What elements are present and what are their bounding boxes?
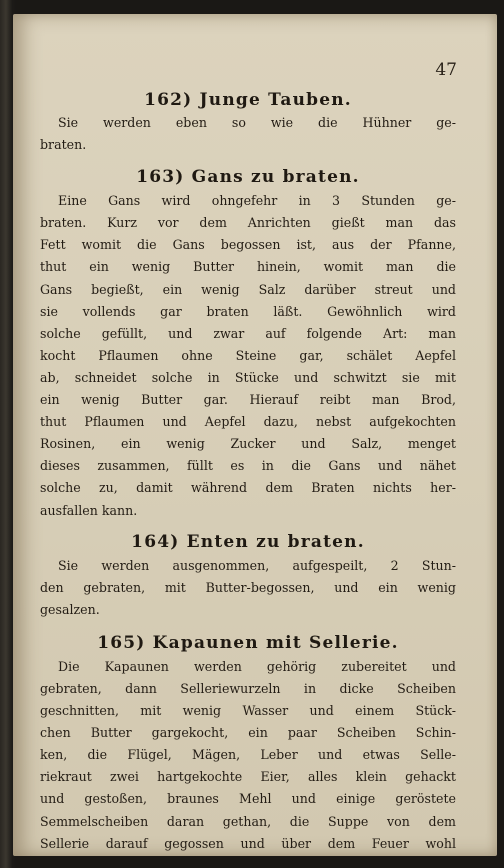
recipe-text-163 xyxy=(40,190,456,521)
text-line: geschnitten, mit wenig Wasser und einem Stück- xyxy=(40,703,456,719)
text-line: solche gefüllt, und zwar auf folgende Art: man xyxy=(40,325,456,341)
recipe-text-164 xyxy=(40,555,456,621)
text-line: thut Pflaumen und Aepfel dazu, nebst aufgekochten xyxy=(40,414,456,430)
text-line: ab, schneidet solche in Stücke und schwitzt sie mit xyxy=(40,369,456,385)
recipe-heading-163: 163) Gans zu braten. xyxy=(136,167,360,188)
recipe-heading-162: 162) Junge Tauben. xyxy=(144,90,352,110)
recipe-text-162 xyxy=(40,112,456,156)
text-line: ken, die Flügel, Mägen, Leber und etwas Selle- xyxy=(40,747,456,763)
text-line: gebraten, dann Selleriewurzeln in dicke Scheiben xyxy=(40,680,456,696)
text-line: Fett womit die Gans begossen ist, aus der Pfanne, xyxy=(40,237,456,253)
text-line: Die Kapaunen werden gehörig zubereitet und xyxy=(58,658,456,674)
text-line: chen Butter gargekocht, ein paar Scheiben Schin- xyxy=(40,725,456,741)
recipe-heading-165: 165) Kapaunen mit Sellerie. xyxy=(97,632,399,653)
text-line: Rosinen, ein wenig Zucker und Salz, menget xyxy=(40,436,456,452)
text-line: Sie werden eben so wie die Hühner ge- xyxy=(58,115,456,130)
text-line: ausfallen kann. xyxy=(40,502,138,518)
text-line: solche zu, damit während dem Braten nichts her- xyxy=(40,480,456,496)
text-line: Semmelscheiben daran gethan, die Suppe von dem xyxy=(40,813,456,829)
page-number: 47 xyxy=(435,60,457,80)
text-line: kocht Pflaumen ohne Steine gar, schälet Aepfel xyxy=(40,347,456,363)
recipe-text-165 xyxy=(40,656,456,855)
text-line: sie vollends gar braten läßt. Gewöhnlich wird xyxy=(40,303,456,319)
text-line: riekraut zwei hartgekochte Eier, alles klein gehackt xyxy=(40,769,456,785)
text-line: dieses zusammen, füllt es in die Gans und nähet xyxy=(40,458,456,474)
book-page xyxy=(13,14,497,856)
text-line: ein wenig Butter gar. Hierauf reibt man Brod, xyxy=(40,392,456,408)
recipe-heading-164: 164) Enten zu braten. xyxy=(131,531,365,552)
text-line: braten. Kurz vor dem Anrichten gießt man das xyxy=(40,215,456,231)
text-line: braten. xyxy=(40,137,87,153)
text-line: thut ein wenig Butter hinein, womit man die xyxy=(40,259,456,275)
text-line: Sie werden ausgenommen, aufgespeilt, 2 Stun- xyxy=(58,557,456,573)
text-line: gesalzen. xyxy=(40,601,100,617)
page-text xyxy=(40,62,456,855)
text-line: und gestoßen, braunes Mehl und einige geröstete xyxy=(40,791,456,807)
text-line: Gans begießt, ein wenig Salz darüber streut und xyxy=(40,281,456,297)
text-line: Sellerie darauf gegossen und über dem Feuer wohl xyxy=(40,835,456,851)
text-line: den gebraten, mit Butter-begossen, und ein wenig xyxy=(40,579,456,595)
text-line: Eine Gans wird ohngefehr in 3 Stunden ge- xyxy=(58,193,456,209)
